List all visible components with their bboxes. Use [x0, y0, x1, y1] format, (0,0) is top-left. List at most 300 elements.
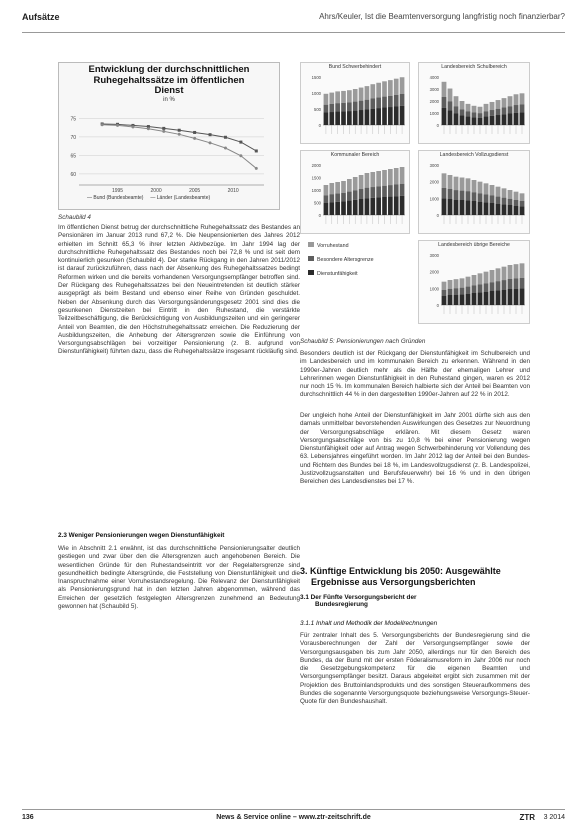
bar-segment [365, 100, 370, 110]
bar-segment [490, 270, 495, 282]
bar-segment [520, 206, 525, 215]
bar-segment [490, 282, 495, 291]
bar-segment [508, 113, 513, 125]
bar-segment [460, 191, 465, 200]
bar-segment [502, 280, 507, 290]
bar-segment [496, 100, 501, 109]
bar-segment [400, 77, 405, 94]
bar-segment [478, 182, 483, 194]
bar-panel-kommunal [300, 150, 410, 234]
bar-segment [365, 173, 370, 188]
panel-title: Landesbereich übrige Bereiche [438, 242, 510, 248]
bar-segment [400, 184, 405, 196]
bar-segment [442, 97, 447, 108]
bar-segment [490, 116, 495, 125]
bar-segment [484, 194, 489, 202]
bar-segment [370, 172, 375, 187]
bar-segment [347, 111, 352, 125]
bar-segment [353, 190, 358, 200]
heading-line: 3. Künftige Entwicklung bis 2050: Ausgewählte [300, 566, 501, 576]
bar-panel-bund [300, 62, 410, 144]
bar-segment [472, 192, 477, 201]
bar-segment [382, 81, 387, 96]
data-point [162, 130, 165, 133]
bar-segment [502, 198, 507, 205]
bar-segment [454, 279, 459, 288]
bar-segment [400, 196, 405, 215]
bar-segment [353, 102, 358, 111]
legend-label: Besondere Altersgrenze [317, 257, 374, 263]
bar-segment [370, 198, 375, 215]
bar-segment [496, 109, 501, 115]
panel-title: Bund Schwerbehindert [328, 64, 382, 70]
legend-swatch [308, 242, 314, 247]
bar-segment [460, 278, 465, 287]
bar-panel-uebrige [418, 240, 530, 324]
data-point [131, 125, 134, 128]
bar-segment [520, 104, 525, 112]
bar-segment [508, 205, 513, 215]
legend-swatch [308, 270, 314, 275]
y-tick-label: 0 [436, 123, 439, 128]
bar-segment [484, 292, 489, 305]
bar-segment [329, 194, 334, 202]
bar-segment [466, 287, 471, 294]
x-tick-label: 2000 [150, 188, 162, 194]
data-point [224, 147, 227, 150]
bar-segment [460, 200, 465, 215]
bar-segment [448, 175, 453, 189]
bar-segment [335, 194, 340, 202]
bar-segment [508, 190, 513, 199]
bar-segment [341, 91, 346, 103]
bar-segment [502, 108, 507, 115]
bar-segment [490, 110, 495, 116]
bar-segment [359, 189, 364, 199]
bar-segment [442, 108, 447, 125]
y-tick-label: 65 [70, 153, 76, 160]
bar-segment [335, 182, 340, 194]
bar-segment [502, 290, 507, 305]
bar-segment [520, 201, 525, 206]
data-point [239, 141, 242, 144]
bar-segment [466, 191, 471, 200]
bar-segment [466, 200, 471, 215]
data-point [239, 154, 242, 157]
bar-segment [454, 288, 459, 294]
bar-segment [454, 106, 459, 113]
bar-segment [388, 96, 393, 107]
bar-segment [514, 264, 519, 278]
bar-segment [365, 188, 370, 199]
bar-segment [520, 288, 525, 305]
y-tick-label: 3000 [429, 87, 439, 92]
bar-segment [478, 292, 483, 305]
bar-segment [448, 110, 453, 125]
bar-segment [353, 200, 358, 215]
bar-segment [454, 113, 459, 125]
bar-segment [359, 88, 364, 101]
bar-segment [466, 104, 471, 111]
bar-segment [508, 199, 513, 205]
bar-segment [347, 102, 352, 111]
bar-segment [324, 203, 329, 215]
bar-segment [496, 187, 501, 197]
bar-segment [394, 106, 399, 125]
data-point [255, 149, 258, 152]
bar-segment [472, 201, 477, 215]
legend-entry [308, 239, 374, 253]
bar-segment [329, 202, 334, 215]
ruhegehaltssatz-chart [58, 62, 280, 210]
data-point [101, 123, 104, 126]
y-tick-label: 500 [314, 200, 321, 206]
bar-segment [442, 82, 447, 97]
chart-title-line: Entwicklung der durchschnittlichen [88, 64, 250, 75]
bar-segment [347, 192, 352, 201]
y-tick-label: 70 [70, 134, 76, 141]
bar-segment [490, 102, 495, 110]
bar-segment [484, 272, 489, 284]
issue-number: 3 2014 [543, 814, 565, 821]
bar-segment [382, 97, 387, 108]
bar-chart-svg [419, 63, 529, 143]
bar-segment [359, 110, 364, 125]
section-heading-3 [300, 566, 501, 588]
section-label: Aufsätze [22, 12, 60, 22]
bar-segment [376, 98, 381, 109]
page-footer [22, 809, 565, 826]
bar-segment [508, 96, 513, 106]
data-point [162, 127, 165, 130]
bar-segment [484, 183, 489, 194]
y-tick-label: 2000 [429, 179, 439, 185]
bar-segment [359, 101, 364, 110]
y-tick-label: 1000 [311, 91, 321, 96]
body-paragraph: Besonders deutlich ist der Rückgang der Dienstunfähigkeit im Schulbereich und im Landesbereich und im kommunalen Bereich zu erkennen. Während in den 1990er-Jahren deutlich mehr als die Hälfte der ehemaligen Lehrer und Lehrerinnen wegen Dienstunfähigkeit in den Ruhestand gingen, waren es 2012 nur noch 15 %. Im kommunalen Bereich halbierte sich der Anteil bei Beamten von durchschnittlich 44 % in den dargestellten 1990er-Jahren auf 22 % in 2012. [300, 350, 530, 399]
bar-segment [454, 190, 459, 200]
bar-segment [388, 169, 393, 185]
bar-segment [454, 200, 459, 215]
running-title: Ahrs/Keuler, Ist die Beamtenversorgung langfristig noch finanzierbar? [319, 12, 565, 21]
section-heading-2-3: 2.3 Weniger Pensionierungen wegen Dienstunfähigkeit [58, 532, 225, 539]
bar-segment [394, 168, 399, 184]
bar-segment [514, 278, 519, 288]
y-tick-label: 60 [70, 171, 76, 178]
bar-segment [466, 294, 471, 305]
bar-segment [353, 177, 358, 190]
bar-segment [347, 90, 352, 102]
data-point [147, 127, 150, 130]
bar-segment [514, 105, 519, 113]
data-point [209, 141, 212, 144]
legend-entry-laender: — Länder (Landesbeamte) [150, 195, 211, 201]
bar-segment [448, 280, 453, 289]
bar-segment [478, 273, 483, 284]
y-tick-label: 1000 [429, 196, 439, 202]
bar-segment [347, 179, 352, 192]
bar-segment [347, 201, 352, 215]
data-point [255, 167, 258, 170]
bar-segment [478, 113, 483, 118]
bar-segment [472, 106, 477, 113]
bar-segment [388, 197, 393, 215]
journal-logo: ZTR [519, 813, 535, 822]
bar-segment [376, 108, 381, 125]
bar-segment [478, 107, 483, 113]
bar-segment [472, 286, 477, 294]
page-number: 136 [22, 814, 34, 821]
line-chart-svg [59, 63, 279, 209]
panel-title: Kommunaler Bereich [330, 152, 380, 158]
bar-segment [490, 185, 495, 196]
bar-segment [341, 201, 346, 215]
data-point [178, 129, 181, 132]
y-tick-label: 3000 [429, 163, 439, 168]
y-tick-label: 1000 [429, 111, 439, 116]
bar-segment [353, 111, 358, 125]
bar-segment [442, 198, 447, 215]
bar-segment [382, 186, 387, 197]
bar-panel-schulbereich [418, 62, 530, 144]
x-tick-label: 2010 [227, 188, 239, 194]
bar-segment [460, 178, 465, 191]
y-tick-label: 75 [70, 116, 76, 123]
bar-segment [490, 291, 495, 305]
bar-segment [400, 94, 405, 106]
bar-segment [514, 192, 519, 200]
section-heading-3-1-1: 3.1.1 Inhalt und Methodik der Modellrechnungen [300, 620, 438, 627]
figure-caption-5: Schaubild 5: Pensionierungen nach Gründen [300, 338, 426, 345]
panel-legend [308, 239, 374, 281]
bar-segment [478, 193, 483, 201]
bar-segment [359, 175, 364, 189]
bar-segment [329, 183, 334, 194]
y-tick-label: 1000 [311, 188, 321, 193]
figure-caption-4: Schaubild 4 [58, 214, 91, 221]
data-point [178, 133, 181, 136]
bar-segment [496, 115, 501, 125]
body-paragraph: Für zentraler Inhalt des 5. Versorgungsberichts der Bundesregierung sind die Vorausberechnungen der Zahl der Versorgungsempfänger sowie der Versorgungsausgaben bis zum Jahr 2050, allerdings nur für den Bereich des Bundes, da der Bund mit der ersten Föderalismusreform im Jahr 2006 nur noch die Gesetzgebungskompetenz für die eigenen Beamten und Versorgungsempfänger besitzt. Daraus abgeleitet ergibt sich zusammen mit der Projektion des Bruttoinlandsprodukts und des sonstigen Steueraufkommens des Bundes die sogenannte Versorgungsquote beziehungsweise Versorgungs-Steuer-Quote für den Bundeshaushalt. [300, 632, 530, 706]
bar-segment [388, 107, 393, 125]
bar-segment [370, 98, 375, 108]
bar-segment [388, 80, 393, 96]
bar-segment [382, 197, 387, 215]
data-point [193, 131, 196, 134]
bar-segment [484, 111, 489, 116]
bar-segment [442, 296, 447, 305]
bar-segment [324, 185, 329, 196]
footer-website: News & Service online – www.ztr-zeitschrift.de [216, 814, 371, 821]
chart-title-line: Dienst [154, 85, 184, 96]
chart-unit: in % [163, 97, 175, 103]
heading-line: Bundesregierung [315, 601, 368, 608]
bar-segment [394, 95, 399, 107]
bar-segment [370, 187, 375, 198]
data-point [209, 133, 212, 136]
bar-segment [454, 295, 459, 305]
bar-segment [508, 265, 513, 279]
bar-segment [514, 200, 519, 206]
bar-segment [394, 184, 399, 196]
y-tick-label: 0 [436, 213, 439, 218]
bar-segment [484, 202, 489, 215]
section-heading-3-1 [300, 594, 416, 608]
bar-segment [324, 113, 329, 125]
bar-segment [520, 278, 525, 288]
legend-entry [308, 267, 374, 281]
bar-panel-vollzugsdienst [418, 150, 530, 234]
bar-segment [329, 104, 334, 112]
bar-segment [365, 198, 370, 215]
bar-segment [508, 279, 513, 289]
y-tick-label: 1500 [311, 75, 321, 80]
bar-segment [376, 186, 381, 197]
bar-segment [490, 196, 495, 204]
series-line [102, 124, 256, 151]
legend-entry [308, 253, 374, 267]
y-tick-label: 3000 [429, 253, 439, 258]
x-tick-label: 2005 [189, 188, 201, 194]
legend-label: Vorruhestand [317, 243, 349, 249]
bar-segment [370, 84, 375, 98]
bar-segment [382, 170, 387, 186]
chart-title-line: Ruhegehaltssätze im öffentlichen [93, 74, 245, 86]
bar-segment [460, 101, 465, 109]
body-paragraph: Im öffentlichen Dienst betrug der durchschnittliche Ruhegehaltssatz des Bestandes an Pensionären im Januar 2013 rund 67,2 %. Die Neupensionierten des Jahres 2012 erhielten im Schnitt 65,3 % ihrer letzten Aktivbezüge. Im Jahr 1994 lag der durchschnittliche Ruhegehaltssatz des Bestandes noch bei 72,8 % und ist seit dem kontinuierlich gesunken (Schaubild 4). Der starke Rückgang in den Jahren 2011/2012 ist darauf zurückzuführen, dass nach der Absenkung des Ruhegehaltssatzes bedingt Reformen wirken und die bereits vorhandenen Versorgungsempfänger betroffen sind. Der Rückgang des Ruhegehaltssatzes bei den Neueintretenden ist deutlich stärker ausgeprägt als beim Bestand und ebenso einer Reihe von Gründen geschuldet. Neben der Absenkung durch das Versorgungsänderungsgesetz 2001 sind dies die gesunkenen Dienstzeiten bei Eintritt in den Ruhestand, die verstärkte Teilzeitbeschäftigung, die Berücksichtigung von Ausbildungszeiten und ein geringerer Anteil von Beamten, die den Höchstruhegehaltssatz erreichen. Die Reduzierung der Ausbildungszeiten, die Anhebung der Altersgrenzen sowie die Einführung von Versorgungsabschlägen bei vorzeitiger Pensionierung (z. B. aufgrund von Dienstunfähigkeit) führten dazu, dass die Ruhegehaltssätze insgesamt rückläufig sind. [58, 224, 300, 356]
bar-segment [460, 288, 465, 295]
data-point [224, 136, 227, 139]
bar-segment [496, 290, 501, 305]
bar-segment [448, 289, 453, 295]
bar-segment [442, 173, 447, 188]
bar-segment [341, 181, 346, 193]
bar-segment [466, 178, 471, 191]
y-tick-label: 2000 [311, 163, 321, 168]
bar-segment [460, 294, 465, 305]
bar-segment [359, 199, 364, 215]
bar-segment [502, 98, 507, 107]
bar-segment [496, 197, 501, 204]
bar-segment [454, 177, 459, 190]
bar-segment [365, 109, 370, 125]
data-point [193, 137, 196, 140]
bar-segment [496, 281, 501, 290]
y-tick-label: 2000 [429, 269, 439, 275]
x-tick-label: 1995 [111, 188, 124, 194]
bar-segment [454, 96, 459, 106]
bar-segment [508, 106, 513, 113]
heading-line: 3.1 Der Fünfte Versorgungsbericht der [300, 594, 417, 601]
bar-segment [472, 117, 477, 125]
bar-chart-svg [301, 63, 409, 143]
bar-segment [376, 83, 381, 98]
bar-segment [514, 206, 519, 215]
bar-segment [448, 189, 453, 199]
bar-segment [478, 202, 483, 215]
bar-segment [335, 202, 340, 215]
bar-segment [472, 293, 477, 305]
bar-segment [448, 199, 453, 215]
bar-segment [400, 167, 405, 184]
bar-segment [484, 104, 489, 111]
chart-legend [87, 195, 210, 201]
bar-segment [514, 289, 519, 305]
bar-segment [324, 94, 329, 105]
bar-segment [442, 282, 447, 290]
data-point [116, 124, 119, 127]
bar-segment [520, 112, 525, 125]
bar-segment [466, 111, 471, 116]
bar-segment [388, 185, 393, 197]
bar-segment [329, 112, 334, 125]
y-tick-label: 0 [436, 303, 439, 308]
bar-segment [376, 171, 381, 186]
bar-segment [520, 193, 525, 201]
heading-line: Ergebnisse aus Versorgungsberichten [311, 577, 476, 587]
bar-segment [335, 103, 340, 111]
bar-segment [341, 193, 346, 202]
bar-segment [335, 112, 340, 125]
bar-segment [341, 111, 346, 125]
bar-segment [472, 275, 477, 286]
bar-segment [460, 109, 465, 115]
panel-title: Landesbereich Vollzugsdienst [439, 152, 509, 158]
bar-segment [478, 284, 483, 292]
bar-chart-svg [419, 151, 529, 233]
bar-segment [490, 203, 495, 215]
y-tick-label: 1000 [429, 286, 439, 292]
bar-segment [442, 188, 447, 198]
bar-segment [400, 106, 405, 125]
bar-segment [394, 196, 399, 215]
bar-segment [394, 79, 399, 95]
y-tick-label: 0 [318, 123, 321, 128]
running-header [22, 8, 565, 33]
bar-segment [329, 93, 334, 104]
bar-segment [520, 263, 525, 278]
bar-segment [324, 105, 329, 113]
bar-segment [382, 108, 387, 125]
legend-label: Dienstunfähigkeit [317, 271, 358, 277]
bar-segment [448, 89, 453, 102]
bar-segment [442, 290, 447, 296]
y-tick-label: 1500 [311, 175, 321, 181]
y-tick-label: 0 [318, 213, 321, 218]
bar-segment [514, 94, 519, 105]
bar-segment [502, 204, 507, 215]
bar-segment [508, 289, 513, 305]
bar-segment [448, 101, 453, 110]
bar-segment [472, 180, 477, 192]
bar-chart-svg [419, 241, 529, 323]
y-tick-label: 4000 [429, 75, 439, 80]
panel-title: Landesbereich Schulbereich [441, 64, 507, 70]
bar-segment [353, 89, 358, 102]
bar-segment [365, 86, 370, 100]
bar-segment [502, 188, 507, 197]
bar-segment [324, 196, 329, 204]
y-tick-label: 500 [314, 107, 321, 112]
bar-segment [502, 114, 507, 125]
bar-segment [514, 113, 519, 125]
legend-swatch [308, 256, 314, 261]
bar-chart-svg [301, 151, 409, 233]
bar-segment [448, 295, 453, 305]
bar-segment [466, 277, 471, 287]
bar-segment [335, 91, 340, 103]
body-paragraph: Wie in Abschnitt 2.1 erwähnt, ist das durchschnittliche Pensionierungsalter deutlich gestiegen und zwar über den die Altersgrenzen auch angehobenen Bereich. Die wesentlichen Gründe für den Ruhestandseintritt vor der Regelaltersgrenze sind gesundheitlich bedingte Altersgründe, die Feststellung von Dienstunfähigkeit und die Inanspruchnahme einer Vorruhestandsregelung. Die Relevanz der Dienstunfähigkeit als Pensionierungsgrund hat in den letzten Jahren abgenommen, während das Erreichen der gesetzlich festgelegten Altersgrenzen zunehmend an Bedeutung gewonnen hat (Schaubild 5). [58, 545, 300, 611]
